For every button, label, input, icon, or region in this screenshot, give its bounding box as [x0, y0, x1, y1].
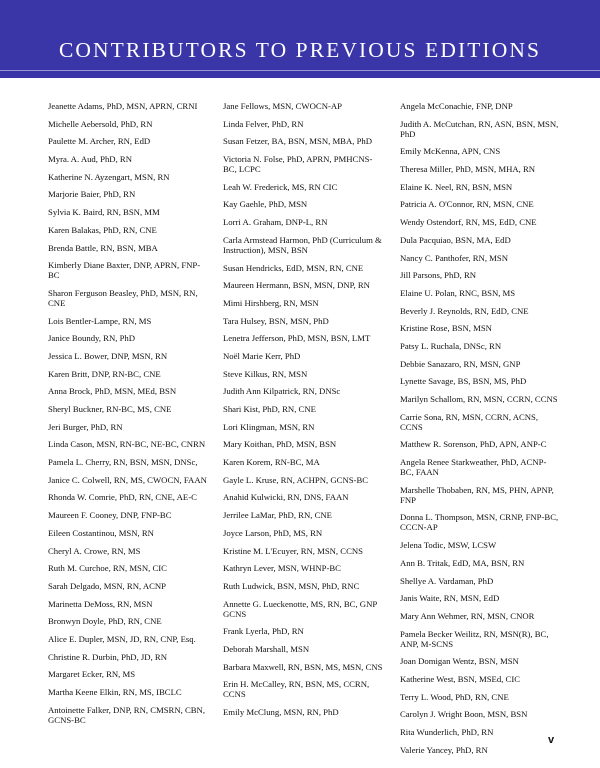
contributor-entry: Jerrilee LaMar, PhD, RN, CNE: [223, 510, 332, 521]
contributor-entry: Patricia A. O'Connor, RN, MSN, CNE: [400, 199, 534, 210]
contributor-entry: Janice Boundy, RN, PhD: [48, 333, 136, 344]
contributor-entry: Lynette Savage, BS, BSN, MS, PhD: [400, 376, 527, 387]
contributor-entry: Marinetta DeMoss, RN, MSN: [48, 598, 153, 609]
contributor-entry: Eileen Costantinou, MSN, RN: [48, 527, 154, 538]
contributor-entry: Elaine U. Polan, RNC, BSN, MS: [400, 287, 516, 298]
contributor-entry: Judith A. McCutchan, RN, ASN, BSN, MSN, PhD: [400, 118, 559, 139]
contributor-entry: Lenetra Jefferson, PhD, MSN, BSN, LMT: [223, 333, 371, 344]
contributor-entry: Marjorie Baier, PhD, RN: [48, 189, 136, 200]
contributor-entry: Valerie Yancey, PhD, RN: [400, 744, 488, 755]
contributor-entry: Carla Armstead Harmon, PhD (Curriculum & Instruction), MSN, BSN: [223, 234, 382, 255]
contributor-entry: Alice E. Dupler, MSN, JD, RN, CNP, Esq.: [48, 633, 196, 644]
contributor-entry: Nancy C. Panthofer, RN, MSN: [400, 252, 508, 263]
contributor-entry: Angela McConachie, FNP, DNP: [400, 101, 513, 111]
page-header-banner: [0, 0, 600, 78]
contributor-entry: Kay Gaehle, PhD, MSN: [223, 199, 308, 210]
contributor-entry: Ann B. Tritak, EdD, MA, BSN, RN: [400, 557, 525, 568]
contributor-entry: Susan Fetzer, BA, BSN, MSN, MBA, PhD: [223, 136, 373, 147]
contributor-entry: Frank Lyerla, PhD, RN: [223, 626, 304, 637]
contributor-entry: Brenda Battle, RN, BSN, MBA: [48, 242, 158, 253]
contributor-entry: Jelena Todic, MSW, LCSW: [400, 540, 497, 551]
contributor-entry: Anna Brock, PhD, MSN, MEd, BSN: [48, 386, 177, 397]
header-rule-line: [0, 70, 600, 71]
contributor-entry: Marshelle Thobaben, RN, MS, PHN, APNP, FNP: [400, 484, 554, 505]
contributor-entry: Patsy L. Ruchala, DNSc, RN: [400, 340, 502, 351]
contributor-entry: Margaret Ecker, RN, MS: [48, 669, 136, 680]
contributor-entry: Shari Kist, PhD, RN, CNE: [223, 404, 316, 414]
contributors-column-2: [223, 101, 385, 725]
contributor-entry: Victoria N. Folse, PhD, APRN, PMHCNS-BC, LCPC: [223, 154, 373, 175]
contributor-entry: Pamela L. Cherry, RN, BSN, MSN, DNSc,: [48, 457, 198, 468]
contributor-entry: Lois Bentler-Lampe, RN, MS: [48, 315, 152, 326]
contributor-entry: Paulette M. Archer, RN, EdD: [48, 136, 151, 147]
contributor-entry: Ruth M. Curchoe, RN, MSN, CIC: [48, 563, 167, 574]
contributor-entry: Barbara Maxwell, RN, BSN, MS, MSN, CNS: [223, 661, 383, 672]
contributor-entry: Jessica L. Bower, DNP, MSN, RN: [48, 350, 168, 361]
contributor-entry: Mary Koithan, PhD, MSN, BSN: [223, 439, 337, 450]
contributor-entry: Myra. A. Aud, PhD, RN: [48, 154, 132, 165]
contributor-entry: Anahid Kulwicki, RN, DNS, FAAN: [223, 492, 349, 503]
contributor-entry: Leah W. Frederick, MS, RN CIC: [223, 181, 338, 192]
contributor-entry: Martha Keene Elkin, RN, MS, IBCLC: [48, 687, 182, 697]
contributor-entry: Pamela Becker Weilitz, RN, MSN(R), BC, ANP, M-SCNS: [400, 628, 549, 649]
contributor-entry: Kristine Rose, BSN, MSN: [400, 323, 492, 334]
contributor-entry: Beverly J. Reynolds, RN, EdD, CNE: [400, 305, 529, 316]
contributor-entry: Jeanette Adams, PhD, MSN, APRN, CRNI: [48, 101, 198, 111]
contributor-entry: Janice C. Colwell, RN, MS, CWOCN, FAAN: [48, 474, 207, 485]
contributor-entry: Rita Wunderlich, PhD, RN: [400, 727, 494, 737]
contributors-column-1: [48, 101, 210, 732]
contributor-entry: Linda Cason, MSN, RN-BC, NE-BC, CNRN: [48, 439, 206, 450]
contributor-entry: Ruth Ludwick, BSN, MSN, PhD, RNC: [223, 580, 360, 591]
contributor-entry: Katherine N. Ayzengart, MSN, RN: [48, 171, 170, 182]
contributor-entry: Emily McKenna, APN, CNS: [400, 146, 501, 157]
contributor-entry: Joyce Larson, PhD, MS, RN: [223, 527, 323, 538]
contributor-entry: Sharon Ferguson Beasley, PhD, MSN, RN, CNE: [48, 287, 198, 308]
contributor-entry: Deborah Marshall, MSN: [223, 643, 310, 654]
contributor-entry: Janis Waite, RN, MSN, EdD: [400, 593, 500, 604]
contributor-entry: Karen Balakas, PhD, RN, CNE: [48, 224, 157, 235]
contributor-entry: Michelle Aebersold, PhD, RN: [48, 118, 153, 129]
contributor-entry: Kristine M. L'Ecuyer, RN, MSN, CCNS: [223, 545, 363, 556]
contributor-entry: Judith Ann Kilpatrick, RN, DNSc: [223, 386, 341, 397]
contributors-column-3: [400, 101, 560, 762]
contributor-entry: Cheryl A. Crowe, RN, MS: [48, 545, 141, 556]
contributor-entry: Donna L. Thompson, MSN, CRNP, FNP-BC, CCCN-AP: [400, 512, 559, 533]
contributor-entry: Carrie Sona, RN, MSN, CCRN, ACNS, CCNS: [400, 411, 539, 432]
contributor-entry: Marilyn Schallom, RN, MSN, CCRN, CCNS: [400, 394, 558, 404]
contributor-entry: Christine R. Durbin, PhD, JD, RN: [48, 651, 167, 662]
contributor-entry: Erin H. McCalley, RN, BSN, MS, CCRN, CCNS: [223, 679, 370, 700]
contributor-entry: Rhonda W. Comrie, PhD, RN, CNE, AE-C: [48, 492, 197, 503]
contributor-entry: Karen Britt, DNP, RN-BC, CNE: [48, 368, 161, 379]
contributor-entry: Bronwyn Doyle, PhD, RN, CNE: [48, 616, 162, 627]
contributor-entry: Elaine K. Neel, RN, BSN, MSN: [400, 181, 513, 192]
contributor-entry: Terry L. Wood, PhD, RN, CNE: [400, 691, 509, 702]
contributor-entry: Lorri A. Graham, DNP-L, RN: [223, 217, 328, 228]
contributor-entry: Steve Kilkus, RN, MSN: [223, 368, 308, 379]
contributor-entry: Sheryl Buckner, RN-BC, MS, CNE: [48, 404, 172, 414]
contributor-entry: Carolyn J. Wright Boon, MSN, BSN: [400, 709, 528, 720]
page-number: v: [548, 734, 555, 746]
contributor-entry: Shellye A. Vardaman, PhD: [400, 575, 494, 586]
contributor-entry: Angela Renee Starkweather, PhD, ACNP-BC, FAAN: [400, 457, 547, 478]
contributor-entry: Wendy Ostendorf, RN, MS, EdD, CNE: [400, 217, 537, 228]
contributor-entry: Matthew R. Sorenson, PhD, APN, ANP-C: [400, 439, 547, 450]
page-title: CONTRIBUTORS TO PREVIOUS EDITIONS: [58, 38, 542, 62]
contributor-entry: Sylvia K. Baird, RN, BSN, MM: [48, 207, 160, 218]
contributor-entry: Maureen Hermann, BSN, MSN, DNP, RN: [223, 280, 370, 291]
contributor-entry: Mimi Hirshberg, RN, MSN: [223, 297, 319, 308]
contributor-entry: Sarah Delgado, MSN, RN, ACNP: [48, 580, 167, 591]
contributor-entry: Linda Felver, PhD, RN: [223, 118, 304, 129]
contributor-entry: Maureen F. Cooney, DNP, FNP-BC: [48, 510, 172, 521]
contributor-entry: Tara Hulsey, BSN, MSN, PhD: [223, 315, 329, 326]
contributor-entry: Debbie Sanazaro, RN, MSN, GNP: [400, 358, 521, 369]
contributor-entry: Kathryn Lever, MSN, WHNP-BC: [223, 563, 341, 574]
contributor-entry: Susan Hendricks, EdD, MSN, RN, CNE: [223, 262, 364, 273]
contributor-entry: Emily McClung, MSN, RN, PhD: [223, 707, 339, 717]
contributor-entry: Mary Ann Wehmer, RN, MSN, CNOR: [400, 610, 535, 621]
contributor-entry: Theresa Miller, PhD, MSN, MHA, RN: [400, 164, 536, 175]
contributor-entry: Joan Domigan Wentz, BSN, MSN: [400, 656, 519, 667]
contributor-entry: Jill Parsons, PhD, RN: [400, 270, 477, 281]
contributor-entry: Karen Korem, RN-BC, MA: [223, 457, 320, 468]
contributor-entry: Antoinette Falker, DNP, RN, CMSRN, CBN, GCNS-BC: [48, 704, 206, 725]
contributor-entry: Gayle L. Kruse, RN, ACHPN, GCNS-BC: [223, 474, 369, 485]
contributor-entry: Jane Fellows, MSN, CWOCN-AP: [223, 101, 342, 111]
contributor-entry: Jeri Burger, PhD, RN: [48, 421, 123, 432]
contributor-entry: Katherine West, BSN, MSEd, CIC: [400, 673, 521, 684]
contributor-entry: Noël Marie Kerr, PhD: [223, 350, 301, 361]
contributor-entry: Dula Pacquiao, BSN, MA, EdD: [400, 234, 511, 245]
contributor-entry: Kimberly Diane Baxter, DNP, APRN, FNP-BC: [48, 260, 201, 281]
contributor-entry: Annette G. Lueckenotte, MS, RN, BC, GNP GCNS: [223, 598, 377, 619]
contributor-entry: Lori Klingman, MSN, RN: [223, 421, 315, 432]
